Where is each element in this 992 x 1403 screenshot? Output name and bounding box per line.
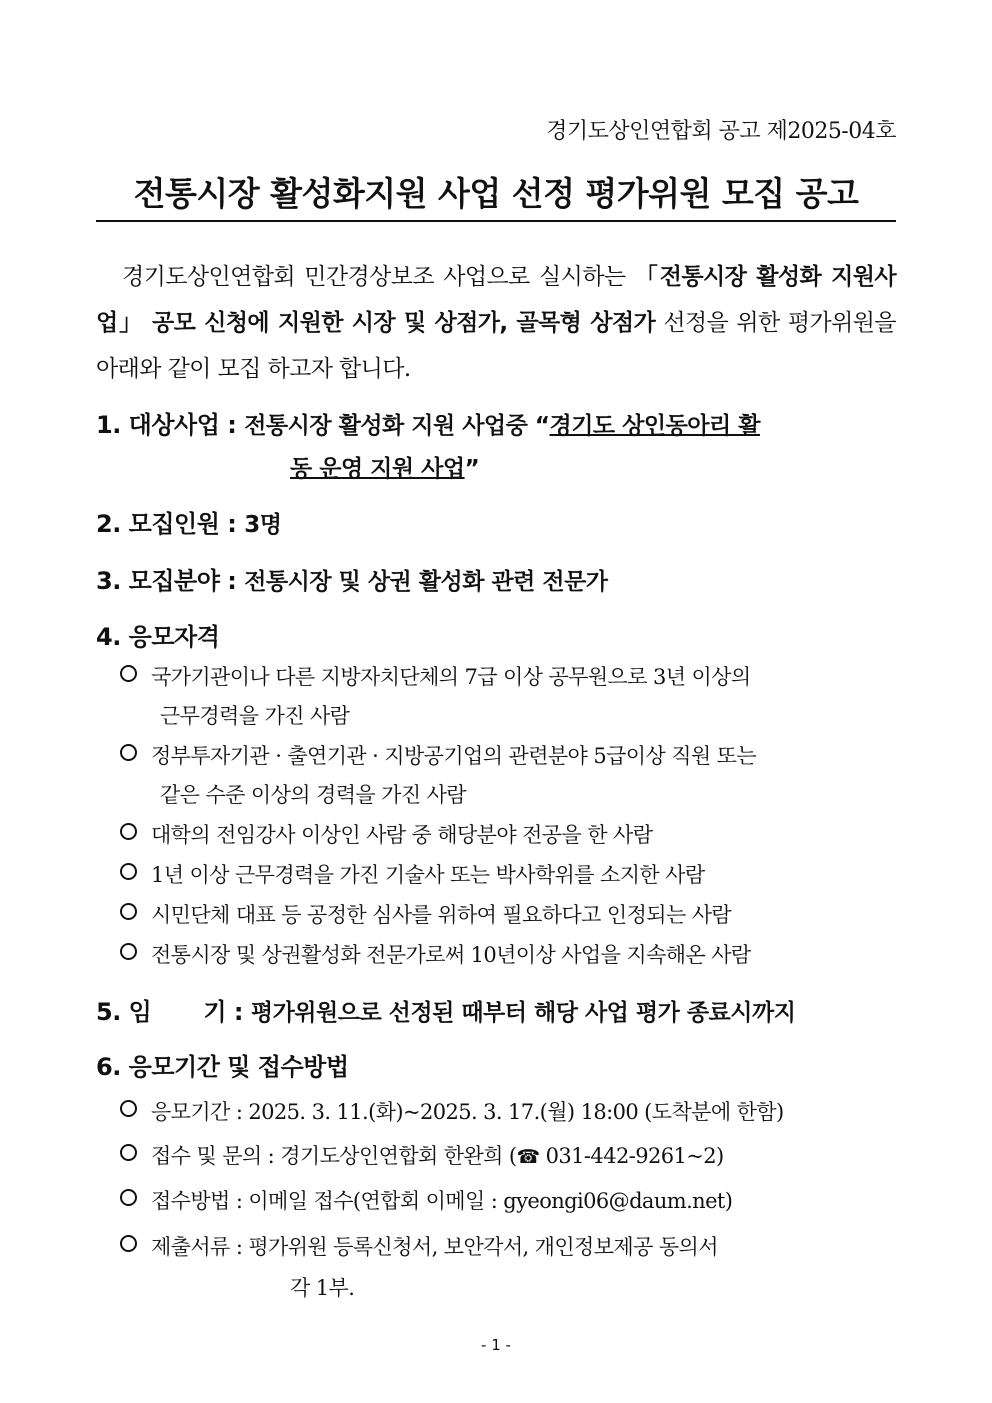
circle-bullet-icon [120,1100,137,1117]
section-1-line-2 [290,450,479,483]
list-item [120,661,751,691]
list-item-text: 1년 이상 근무경력을 가진 기술사 또는 박사학위를 소지한 사람 [151,863,705,887]
list-item-text: 정부투자기관 · 출연기관 · 지방공기업의 관련분야 5급이상 직원 또는 [151,744,757,768]
list-item [120,1185,732,1215]
list-item [120,740,756,770]
contact-text: 접수 및 문의 : 경기도상인연합회 한완희 ( [151,1144,517,1168]
intro-paragraph [96,254,896,392]
section-2 [96,504,896,539]
section-4-heading: 4. 응모자격 [96,623,220,651]
list-item [120,819,652,849]
list-item [120,1140,724,1170]
circle-bullet-icon [120,903,137,920]
list-item [120,859,705,889]
circle-bullet-icon [120,744,137,761]
intro-text-a: 경기도상인연합회 민간경상보조 사업으로 실시하는 [122,264,635,290]
contact-phone: 031-442-9261~2) [539,1144,724,1168]
section-2-label: 2. 모집인원 : [96,510,245,538]
list-item [120,899,731,929]
submission-method: 접수방법 : 이메일 접수(연합회 이메일 : gyeongi06@daum.net) [151,1189,733,1213]
document-title: 전통시장 활성화지원 사업 선정 평가위원 모집 공고 [96,168,896,222]
section-5 [96,992,896,1027]
list-item-text: 국가기관이나 다른 지방자치단체의 7급 이상 공무원으로 3년 이상의 [151,665,751,689]
section-1-underline-a: 경기도 상인동아리 활 [549,413,760,439]
section-1-text: 전통시장 활성화 지원 사업중 “ [244,413,550,439]
section-3-value: 전통시장 및 상권 활성화 관련 전문가 [244,569,608,595]
list-item [120,1231,718,1261]
phone-icon: ☎ [516,1146,540,1168]
list-item-continuation: 근무경력을 가진 사람 [160,704,350,728]
section-2-value: 3명 [244,512,282,538]
list-item-text: 전통시장 및 상권활성화 전문가로써 10년이상 사업을 지속해온 사람 [151,943,751,967]
circle-bullet-icon [120,863,137,880]
list-item-text: 시민단체 대표 등 공정한 심사를 위하여 필요하다고 인정되는 사람 [151,903,732,927]
required-documents-continuation: 각 1부. [290,1276,355,1300]
section-3-label: 3. 모집분야 : [96,567,245,595]
section-6-heading: 6. 응모기간 및 접수방법 [96,1053,349,1081]
section-5-value: 평가위원으로 선정된 때부터 해당 사업 평가 종료시까지 [250,1000,796,1026]
list-item [120,939,751,969]
section-1 [96,405,896,440]
circle-bullet-icon [120,943,137,960]
required-documents: 제출서류 : 평가위원 등록신청서, 보안각서, 개인정보제공 동의서 [151,1235,718,1259]
circle-bullet-icon [120,823,137,840]
circle-bullet-icon [120,1189,137,1206]
section-1-close-quote: ” [464,456,480,482]
list-item-text: 대학의 전임강사 이상인 사람 중 해당분야 전공을 한 사람 [151,823,653,847]
circle-bullet-icon [120,1144,137,1161]
intro-text-b: 선정을 위한 평가위원을 아래와 같이 모집 하고자 합니다. [96,310,896,382]
application-period: 응모기간 : 2025. 3. 11.(화)~2025. 3. 17.(월) 18:00 (도착분에 한함) [151,1100,784,1124]
circle-bullet-icon [120,1235,137,1252]
section-5-label-a: 5. 임 [96,998,152,1026]
list-item-continuation: 같은 수준 이상의 경력을 가진 사람 [160,783,466,807]
section-5-label-b: 기 : [203,998,251,1026]
notice-number: 경기도상인연합회 공고 제2025-04호 [546,119,896,144]
list-item [120,1096,784,1126]
intro-bold: 「전통시장 활성화 지원사업」 공모 신청에 지원한 시장 및 상점가, 골목형 상점가 [96,264,896,336]
page-number: - 1 - [481,1336,511,1354]
circle-bullet-icon [120,665,137,682]
section-1-label: 1. 대상사업 : [96,411,245,439]
section-1-underline-b: 동 운영 지원 사업 [290,456,465,482]
section-3 [96,561,896,596]
